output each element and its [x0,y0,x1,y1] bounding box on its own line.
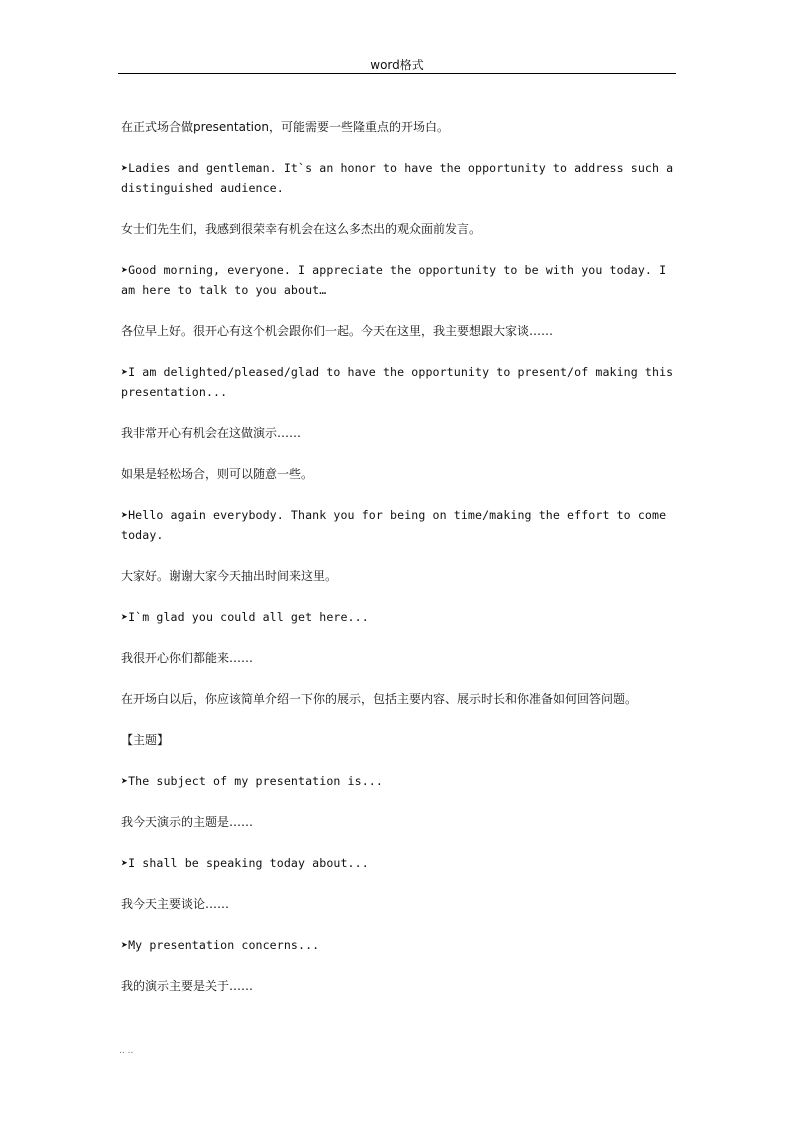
section-heading: 【主题】 [121,733,170,747]
paragraph: 我今天主要谈论…… [121,897,230,911]
paragraph: 在正式场合做presentation，可能需要一些隆重点的开场白。 [121,120,449,134]
paragraph: 如果是轻松场合，则可以随意一些。 [121,467,314,481]
paragraph: ➤I`m glad you could all get here... [121,610,369,624]
paragraph: 我很开心你们都能来…… [121,651,254,665]
paragraph: ➤I am delighted/pleased/glad to have the opportunity to present/of making this presentation... [121,365,674,399]
paragraph: 我的演示主要是关于…… [121,979,254,993]
header-divider [118,73,676,74]
paragraph: 在开场白以后，你应该简单介绍一下你的展示，包括主要内容、展示时长和你准备如何回答问题。 [121,692,638,706]
document-body [121,117,676,996]
paragraph: ➤I shall be speaking today about... [121,856,369,870]
page-footer-mark: .. .. [119,1046,134,1056]
paragraph: ➤My presentation concerns... [121,938,320,952]
paragraph: 我今天演示的主题是…… [121,815,254,829]
paragraph: ➤Good morning, everyone. I appreciate the opportunity to be with you today. I am here to talk to you about… [121,263,667,297]
paragraph: 大家好。谢谢大家今天抽出时间来这里。 [121,569,338,583]
paragraph: 女士们先生们，我感到很荣幸有机会在这么多杰出的观众面前发言。 [121,222,482,236]
paragraph: ➤The subject of my presentation is... [121,774,383,788]
paragraph: ➤Hello again everybody. Thank you for being on time/making the effort to come today. [121,508,667,542]
paragraph: 各位早上好。很开心有这个机会跟你们一起。今天在这里，我主要想跟大家谈…… [121,324,554,338]
paragraph: 我非常开心有机会在这做演示…… [121,426,302,440]
page-header-title: word格式 [370,58,424,72]
paragraph: ➤Ladies and gentleman. It`s an honor to have the opportunity to address such a distinguished audience. [121,161,674,195]
